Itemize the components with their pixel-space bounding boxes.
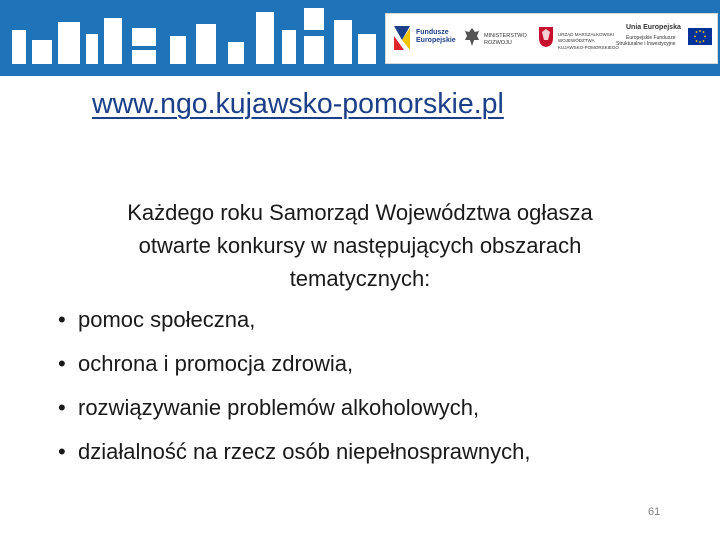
list-item — [58, 386, 530, 430]
list-item-text: ochrona i promocja zdrowia, — [78, 351, 354, 376]
logo-ministerstwo-line1: MINISTERSTWO — [484, 33, 527, 39]
decor-block — [86, 34, 98, 64]
logo-fundusze-line1: Fundusze — [416, 29, 449, 36]
bullet-icon: • — [58, 395, 66, 420]
header-band — [0, 0, 720, 76]
logo-unia — [616, 22, 714, 56]
logo-ministerstwo — [464, 22, 534, 56]
decor-block — [132, 28, 156, 46]
intro-line: tematycznych: — [289, 266, 431, 291]
list-item — [58, 342, 530, 386]
decor-block — [304, 36, 324, 64]
logo-unia-line1: Unia Europejska — [626, 24, 681, 31]
intro-text — [60, 196, 660, 295]
decor-block — [12, 30, 26, 64]
logo-fundusze — [392, 22, 466, 56]
decor-block — [228, 42, 244, 64]
intro-line: otwarte konkursy w następujących obszarach — [138, 233, 582, 258]
decor-block — [170, 36, 186, 64]
decor-block — [32, 40, 52, 64]
logo-unia-line3: Strukturalne i Inwestycyjne — [616, 41, 676, 47]
bullet-icon: • — [58, 351, 66, 376]
list-item — [58, 430, 530, 474]
decor-block — [304, 8, 324, 30]
decor-block — [282, 30, 296, 64]
topic-list — [58, 298, 530, 474]
decor-block — [104, 18, 122, 64]
decor-block — [58, 22, 80, 64]
eu-flag-icon — [688, 28, 712, 45]
logo-urzad — [538, 22, 620, 56]
website-link[interactable]: www.ngo.kujawsko-pomorskie.pl — [92, 88, 504, 120]
bullet-icon: • — [58, 439, 66, 464]
decor-block — [256, 12, 274, 64]
logo-ministerstwo-line2: ROZWOJU — [484, 40, 512, 46]
page-number: 61 — [648, 506, 661, 518]
kujawsko-pomorskie-crest-icon — [538, 26, 554, 48]
list-item-text: pomoc społeczna, — [78, 307, 256, 332]
list-item — [58, 298, 530, 342]
logo-urzad-line1: URZĄD MARSZAŁKOWSKI — [558, 32, 615, 37]
fundusze-europejskie-logo-icon — [392, 24, 412, 52]
decor-block — [132, 50, 156, 64]
logo-fundusze-line2: Europejskie — [416, 37, 456, 44]
decor-block — [334, 20, 352, 64]
intro-line: Każdego roku Samorząd Województwa ogłasza — [127, 200, 593, 225]
list-item-text: działalność na rzecz osób niepełnosprawnych, — [78, 439, 531, 464]
logo-unia-line2: Europejskie Fundusze — [626, 35, 676, 41]
decor-block — [358, 34, 376, 64]
list-item-text: rozwiązywanie problemów alkoholowych, — [78, 395, 480, 420]
bullet-icon: • — [58, 307, 66, 332]
logo-urzad-line2: WOJEWÓDZTWA KUJAWSKO-POMORSKIEGO — [558, 38, 619, 50]
decor-block — [196, 24, 216, 64]
logo-strip — [385, 13, 718, 64]
polish-eagle-emblem-icon — [464, 26, 480, 50]
